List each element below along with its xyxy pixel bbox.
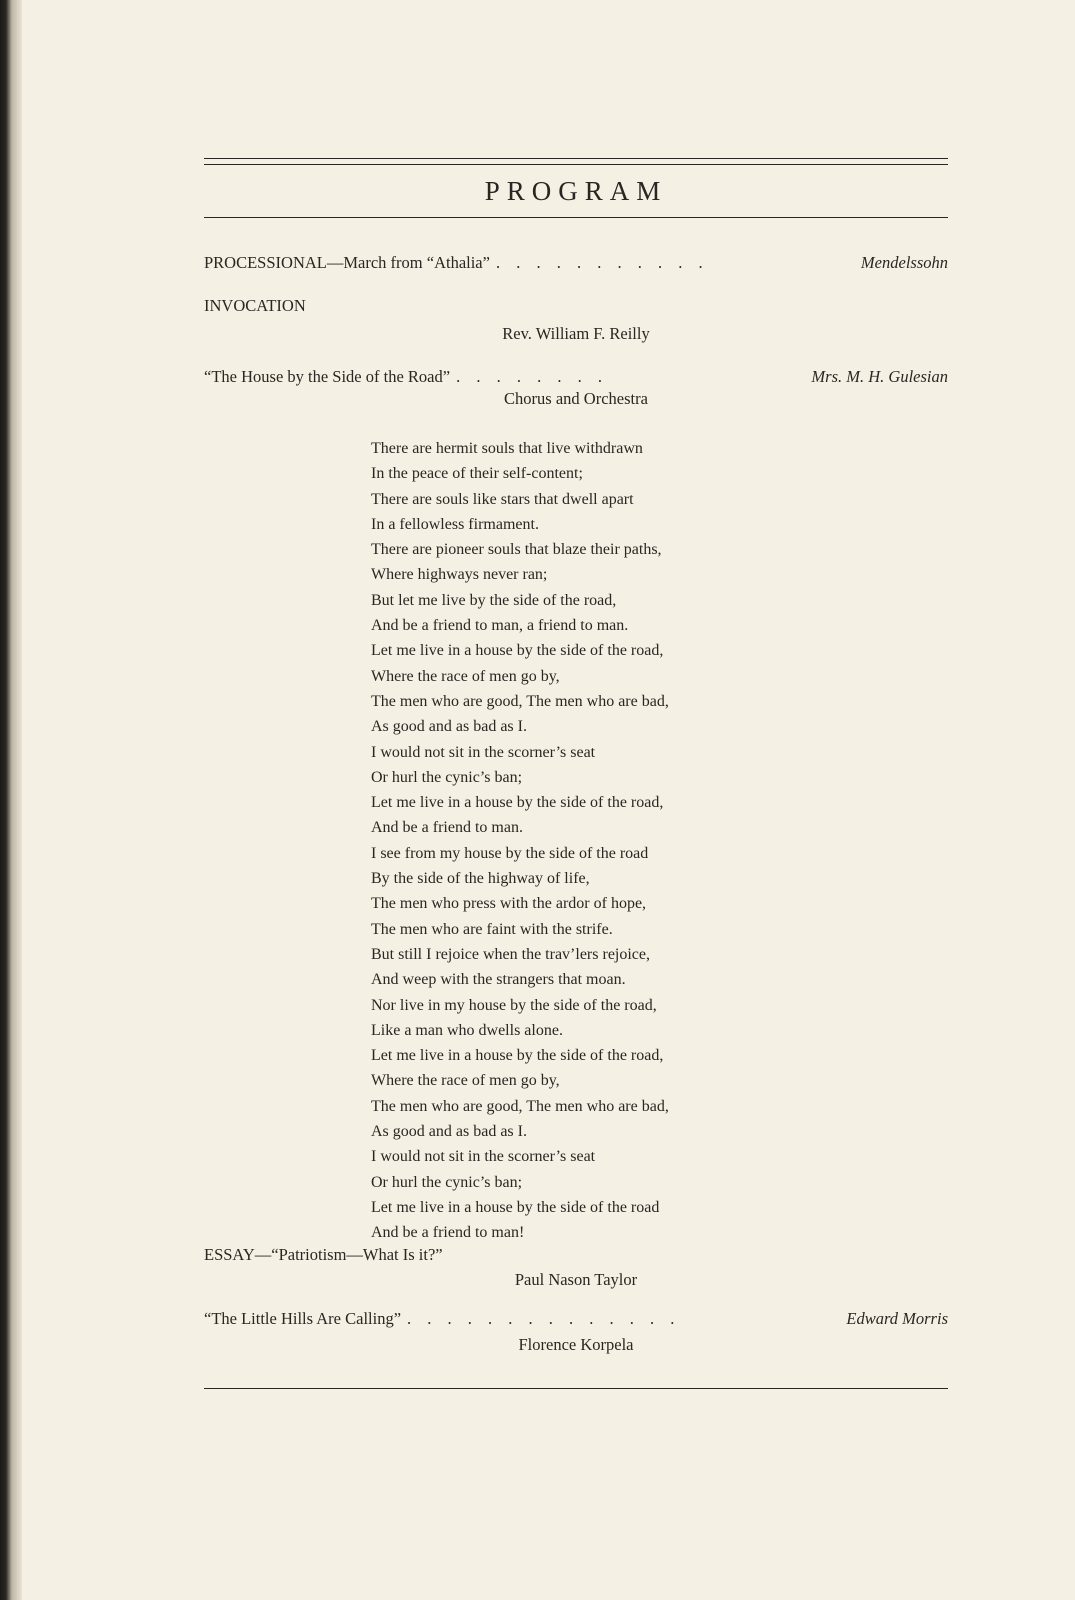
top-double-rule (204, 158, 948, 165)
poem-line: In the peace of their self-content; (371, 465, 583, 483)
title-underline-rule (204, 217, 948, 218)
house-song-performer: Chorus and Orchestra (504, 389, 648, 408)
hills-song-performer: Florence Korpela (518, 1335, 634, 1354)
poem-line: I would not sit in the scorner’s seat (371, 743, 596, 761)
poem-line: Or hurl the cynic’s ban; (371, 768, 523, 786)
program-page (22, 0, 1075, 1600)
poem-line: Let me live in a house by the side of the road, (371, 794, 664, 812)
poem-line: There are pioneer souls that blaze their paths, (371, 541, 662, 559)
house-song-label: “The House by the Side of the Road” (204, 367, 451, 386)
poem-line: The men who are faint with the strife. (371, 920, 613, 938)
poem-line: And weep with the strangers that moan. (371, 971, 626, 989)
hills-song-composer: Edward Morris (846, 1309, 948, 1328)
book-spine-shadow (0, 0, 22, 1600)
house-song-row (204, 367, 948, 387)
poem-line: Let me live in a house by the side of the road (371, 1198, 660, 1216)
poem-line: By the side of the highway of life, (371, 870, 590, 888)
poem-line: Or hurl the cynic’s ban; (371, 1173, 523, 1191)
poem-line: The men who are good, The men who are bad, (371, 1097, 669, 1115)
poem-line: Where highways never ran; (371, 566, 548, 584)
poem-line: And be a friend to man. (371, 819, 523, 837)
poem-line: Where the race of men go by, (371, 1072, 560, 1090)
poem-line: Like a man who dwells alone. (371, 1021, 563, 1039)
poem-line: In a fellowless firmament. (371, 515, 539, 533)
poem-line: Nor live in my house by the side of the road, (371, 996, 657, 1014)
poem-line: There are souls like stars that dwell apart (371, 490, 634, 508)
poem-line: And be a friend to man! (371, 1224, 525, 1242)
essay-row (204, 1245, 948, 1265)
invocation-label: INVOCATION (204, 296, 306, 315)
page-title: PROGRAM (484, 176, 668, 206)
invocation-row (204, 296, 948, 316)
poem-line: I see from my house by the side of the road (371, 844, 649, 862)
processional-composer: Mendelssohn (860, 253, 948, 272)
poem-line: The men who press with the ardor of hope, (371, 895, 647, 913)
poem-line: And be a friend to man, a friend to man. (371, 617, 629, 635)
essay-label: ESSAY—“Patriotism—What Is it?” (204, 1245, 443, 1264)
poem-line: I would not sit in the scorner’s seat (371, 1148, 596, 1166)
poem-line: But still I rejoice when the trav’lers rejoice, (371, 945, 651, 963)
house-song-composer: Mrs. M. H. Gulesian (811, 367, 948, 386)
poem-line: Where the race of men go by, (371, 667, 560, 685)
hills-song-label: “The Little Hills Are Calling” (204, 1309, 402, 1328)
leader-dots: . . . . . . . . . . . . . . (407, 1309, 681, 1328)
processional-row (204, 253, 948, 273)
invocation-performer: Rev. William F. Reilly (502, 324, 650, 343)
hills-song-row (204, 1309, 948, 1329)
poem-line: Let me live in a house by the side of the road, (371, 1047, 664, 1065)
poem-line: Let me live in a house by the side of the road, (371, 642, 664, 660)
poem-line: The men who are good, The men who are bad, (371, 692, 669, 710)
poem-line: There are hermit souls that live withdrawn (371, 440, 643, 457)
poem-line: As good and as bad as I. (371, 718, 527, 736)
poem-text (371, 436, 669, 1246)
leader-dots: . . . . . . . . . . . (495, 253, 709, 272)
essay-performer: Paul Nason Taylor (514, 1270, 638, 1289)
poem-line: As good and as bad as I. (371, 1123, 527, 1141)
leader-dots: . . . . . . . . (456, 367, 608, 386)
poem-line: But let me live by the side of the road, (371, 591, 617, 609)
bottom-rule (204, 1388, 948, 1389)
processional-label: PROCESSIONAL—March from “Athalia” (204, 253, 490, 272)
